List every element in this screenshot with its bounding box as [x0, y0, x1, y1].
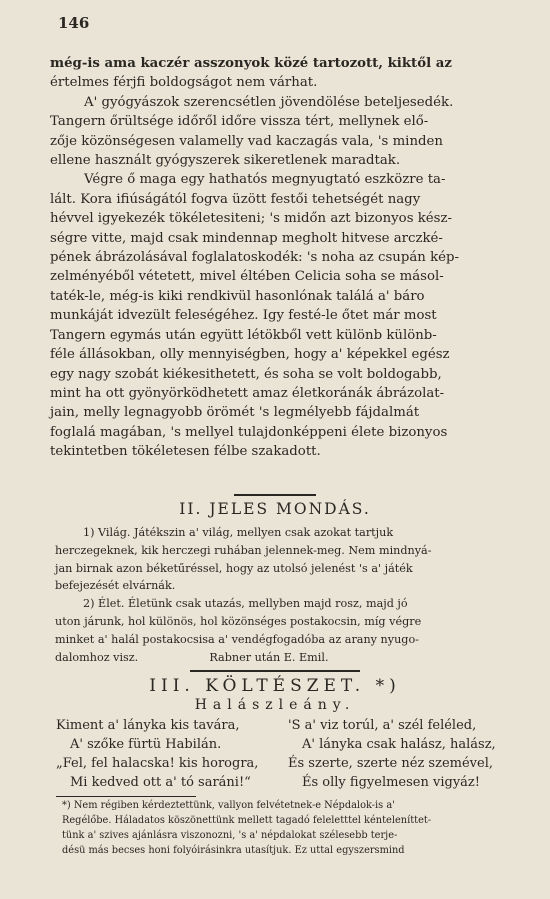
verse-row: [56, 735, 516, 754]
text-line: 2) Élet. Életünk csak utazás, mellyben majd rosz, majd jó: [83, 597, 408, 611]
text-line: pének ábrázolásával foglalatoskodék: 's noha az csupán kép-: [50, 250, 460, 266]
text-line: ellene használt gyógyszerek sikeretlenek maradtak.: [50, 153, 401, 169]
text-line: még-is ama kaczér asszonyok közé tartozott, kiktől az: [50, 56, 452, 71]
text-line: taték-le, még-is kiki rendkivül hasonlónak találá a' báro: [50, 288, 425, 304]
text-line: dalomhoz visz. Rabner után E. Emil.: [55, 650, 329, 664]
text-line: zője közönségesen valamelly vad kaczagás vala, 's minden: [50, 133, 443, 149]
section-heading-kolteszet: III. KÖLTÉSZET. *): [149, 676, 401, 696]
text-line: tekintetben tökéletesen félbe szakadott.: [50, 444, 321, 460]
text-line: uton járunk, hol különös, hol közönséges postakocsin, míg végre: [55, 614, 422, 628]
footnote-line: tünk a' szives ajánlásra viszonozni, 's a' népdalokat szélesebb terje-: [62, 830, 398, 841]
verse-row: [56, 716, 516, 735]
text-line: Tangern egymás után együtt létökből vett különb különb-: [50, 327, 437, 343]
verse-right: A' lányka csak halász, halász,: [302, 737, 496, 752]
text-line: Végre ő maga egy hathatós megnyugtató eszközre ta-: [84, 172, 446, 188]
text-line: lált. Kora ifiúságától fogva üzött festői tehetségét nagy: [50, 191, 421, 207]
verse-right: És szerte, szerte néz szemével,: [288, 756, 493, 771]
text-line: ségre vitte, majd csak mindennap megholt hitvese arczké-: [50, 230, 443, 246]
text-line: minket a' halál postakocsisa a' vendégfogadóba az arany nyugo-: [55, 632, 419, 646]
text-line: mint ha ott gyönyörködhetett amaz életkoránák ábrázolat-: [50, 385, 445, 401]
text-line: jain, melly legnagyobb örömét 's legmélyebb fájdalmát: [50, 405, 420, 421]
verse-row: [56, 754, 516, 773]
footnote-line: Regélőbe. Háladatos köszönettünk mellett tagadó feleletttel kénteleníttet-: [62, 815, 432, 826]
section-divider: [234, 494, 316, 496]
text-line: A' gyógyászok szerencsétlen jövendölése beteljesedék.: [84, 94, 454, 110]
text-line: értelmes férjfi boldogságot nem várhat.: [50, 75, 318, 91]
verse-left: A' szőke fürtü Habilán.: [70, 737, 222, 752]
text-line: foglalá magában, 's mellyel tulajdonképpeni élete bizonyos: [50, 424, 448, 440]
section-divider: [190, 670, 360, 672]
footnote-line: désü más becses honi folyóirásinkra utasítjuk. Ez uttal egyszersmind: [62, 845, 405, 856]
text-line: Tangern őrültsége időről időre vissza tért, mellynek elő-: [50, 114, 429, 130]
section-2-text: [55, 524, 515, 666]
poem-verses: [56, 716, 516, 792]
verse-right: 'S a' viz torúl, a' szél feléled,: [288, 718, 477, 733]
text-line: hévvel igyekezék tökéletesiteni; 's midőn azt bizonyos kész-: [50, 211, 452, 227]
page-number: 146: [58, 14, 90, 32]
text-line: munkáját idvezült feleségéhez. Igy festé-le őtet már most: [50, 308, 437, 324]
verse-left: Mi kedved ott a' tó saráni!“: [70, 775, 251, 790]
verse-left: „Fel, fel halacska! kis horogra,: [56, 756, 259, 771]
text-line: féle állásokban, olly mennyiségben, hogy a' képekkel egész: [50, 347, 450, 363]
footnote-line: *) Nem régiben kérdeztettünk, vallyon felvétetnek-e Népdalok-is a': [62, 800, 395, 811]
verse-right: És olly figyelmesen vigyáz!: [302, 775, 480, 790]
text-line: befejezését elvárnák.: [55, 579, 176, 593]
footnote: [62, 798, 514, 858]
text-line: egy nagy szobát kiékesithetett, és soha se volt boldogabb,: [50, 366, 442, 382]
text-line: zelményéből vétetett, mivel éltében Celicia soha se másol-: [50, 269, 444, 285]
text-line: jan birnak azon béketűréssel, hogy az utolsó jelenést 's a' játék: [55, 561, 413, 575]
verse-row: [56, 773, 516, 792]
footnote-rule: [56, 796, 196, 797]
text-line: 1) Világ. Játékszin a' világ, mellyen csak azokat tartjuk: [83, 526, 394, 539]
text-line: herczegeknek, kik herczegi ruhában jelennek-meg. Nem mindnyá-: [55, 543, 432, 557]
poem-title: Halászleány.: [194, 697, 356, 713]
verse-left: Kiment a' lányka kis tavára,: [56, 718, 240, 733]
section-heading-jeles-mondas: II. JELES MONDÁS.: [179, 500, 371, 518]
main-paragraphs: [50, 54, 514, 462]
